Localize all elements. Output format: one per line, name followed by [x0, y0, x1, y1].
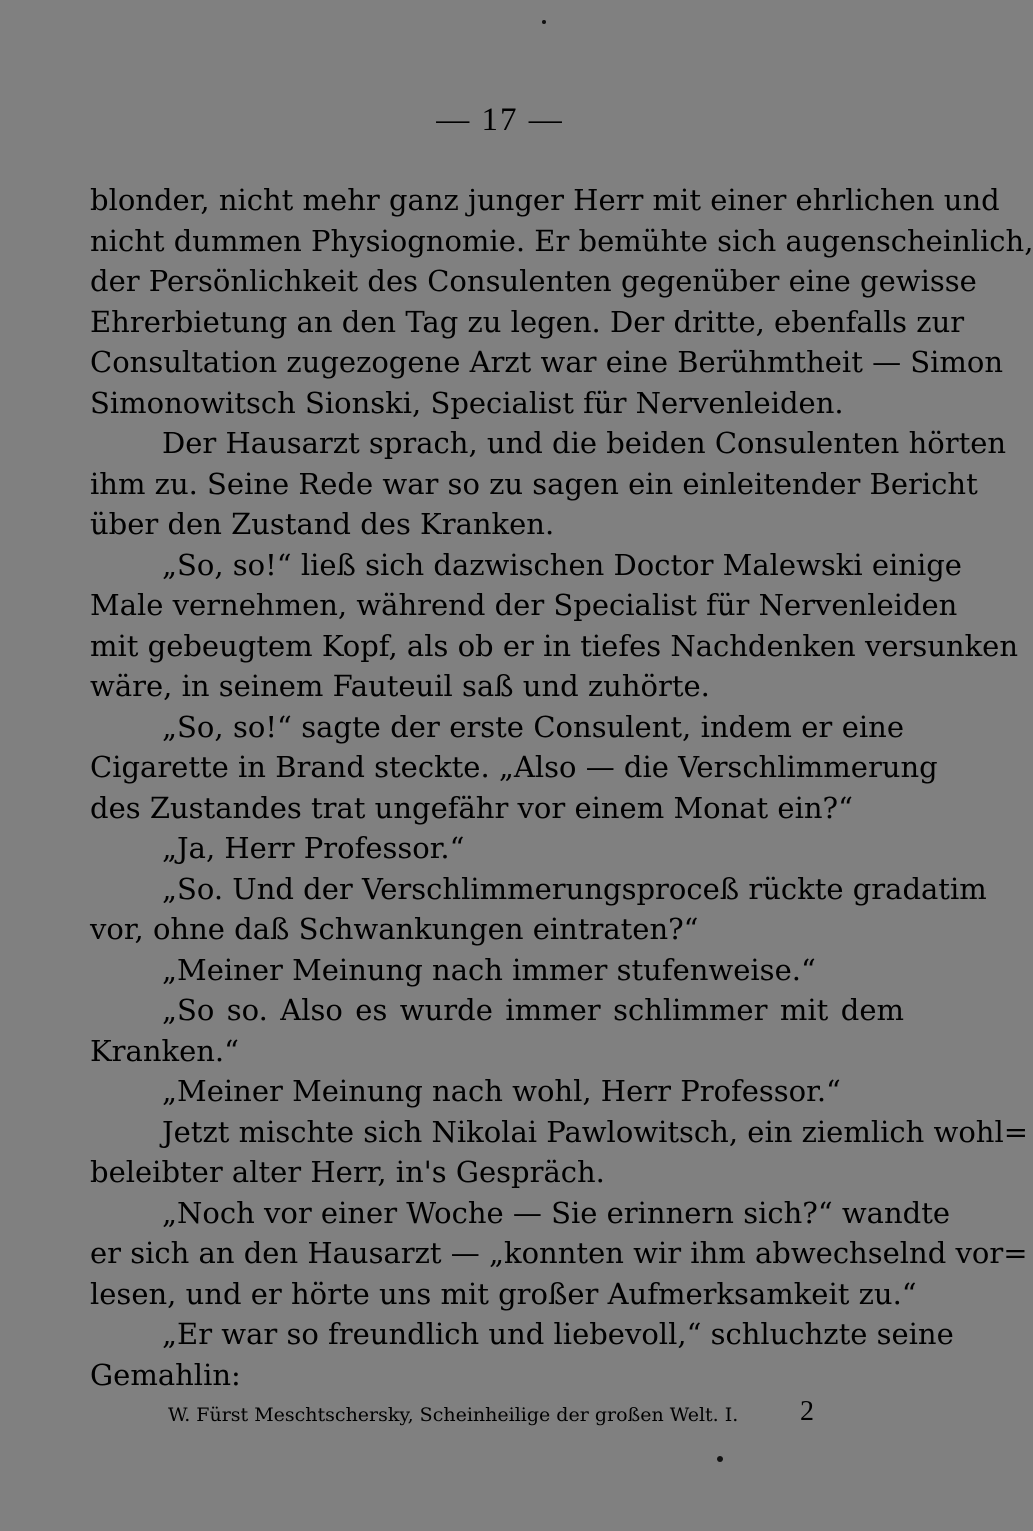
signature-line: W. Fürst Meschtschersky, Scheinheilige der großen Welt. I. [168, 1404, 739, 1426]
text-line: Ehrerbietung an den Tag zu legen. Der dritte, ebenfalls zur [90, 304, 965, 339]
print-speck [717, 1456, 723, 1462]
text-line: er sich an den Hausarzt — „konnten wir ihm abwechselnd vor= [90, 1236, 1028, 1270]
text-line: „Er war so freundlich und liebevoll,“ schluchzte seine [162, 1317, 954, 1351]
text-line: „Meiner Meinung nach wohl, Herr Professor.“ [162, 1074, 841, 1108]
text-line: blonder, nicht mehr ganz junger Herr mit einer ehrlichen und [90, 183, 1000, 217]
text-line: des Zustandes trat ungefähr vor einem Monat ein?“ [90, 790, 853, 825]
text-line: beleibter alter Herr, in's Gespräch. [90, 1155, 605, 1189]
text-line: Simonowitsch Sionski, Specialist für Nervenleiden. [90, 385, 844, 420]
text-line: „So. Und der Verschlimmerungsproceß rückte gradatim [162, 871, 987, 906]
text-line: nicht dummen Physiognomie. Er bemühte sich augenscheinlich, [90, 223, 1033, 258]
text-line: über den Zustand des Kranken. [90, 507, 555, 541]
text-line: der Persönlichkeit des Consulenten gegenüber eine gewisse [90, 264, 977, 298]
page-footer [0, 1396, 1000, 1432]
text-line: „Noch vor einer Woche — Sie erinnern sich?“ wandte [162, 1195, 951, 1230]
text-line: wäre, in seinem Fauteuil saß und zuhörte. [90, 669, 710, 703]
text-line: Consultation zugezogene Arzt war eine Berühmtheit — Simon [90, 345, 1004, 379]
print-speck [542, 20, 546, 24]
text-line: Jetzt mischte sich Nikolai Pawlowitsch, ein ziemlich wohl= [162, 1114, 1029, 1149]
text-line: „So so. Also es wurde immer schlimmer mit dem [162, 993, 904, 1027]
text-line: Kranken.“ [90, 1033, 239, 1068]
text-line: „Ja, Herr Professor.“ [162, 831, 465, 865]
text-line: Cigarette in Brand steckte. „Also — die Verschlimmerung [90, 750, 938, 784]
text-line: Gemahlin: [90, 1357, 241, 1392]
text-line: ihm zu. Seine Rede war so zu sagen ein einleitender Bericht [90, 466, 978, 501]
text-line: vor, ohne daß Schwankungen eintraten?“ [90, 912, 699, 946]
text-line: mit gebeugtem Kopf, als ob er in tiefes Nachdenken versunken [90, 628, 1018, 663]
page-number: — 17 — [436, 102, 564, 138]
body-text [90, 180, 1033, 1395]
text-line: lesen, und er hörte uns mit großer Aufmerksamkeit zu.“ [90, 1276, 917, 1311]
text-line: „So, so!“ ließ sich dazwischen Doctor Malewski einige [162, 547, 962, 582]
text-line: Der Hausarzt sprach, und die beiden Consulenten hörten [162, 426, 1007, 460]
signature-number: 2 [800, 1396, 814, 1427]
text-line: „Meiner Meinung nach immer stufenweise.“ [162, 952, 816, 987]
text-line: „So, so!“ sagte der erste Consulent, indem er eine [162, 709, 904, 744]
text-line: Male vernehmen, während der Specialist für Nervenleiden [90, 588, 958, 622]
